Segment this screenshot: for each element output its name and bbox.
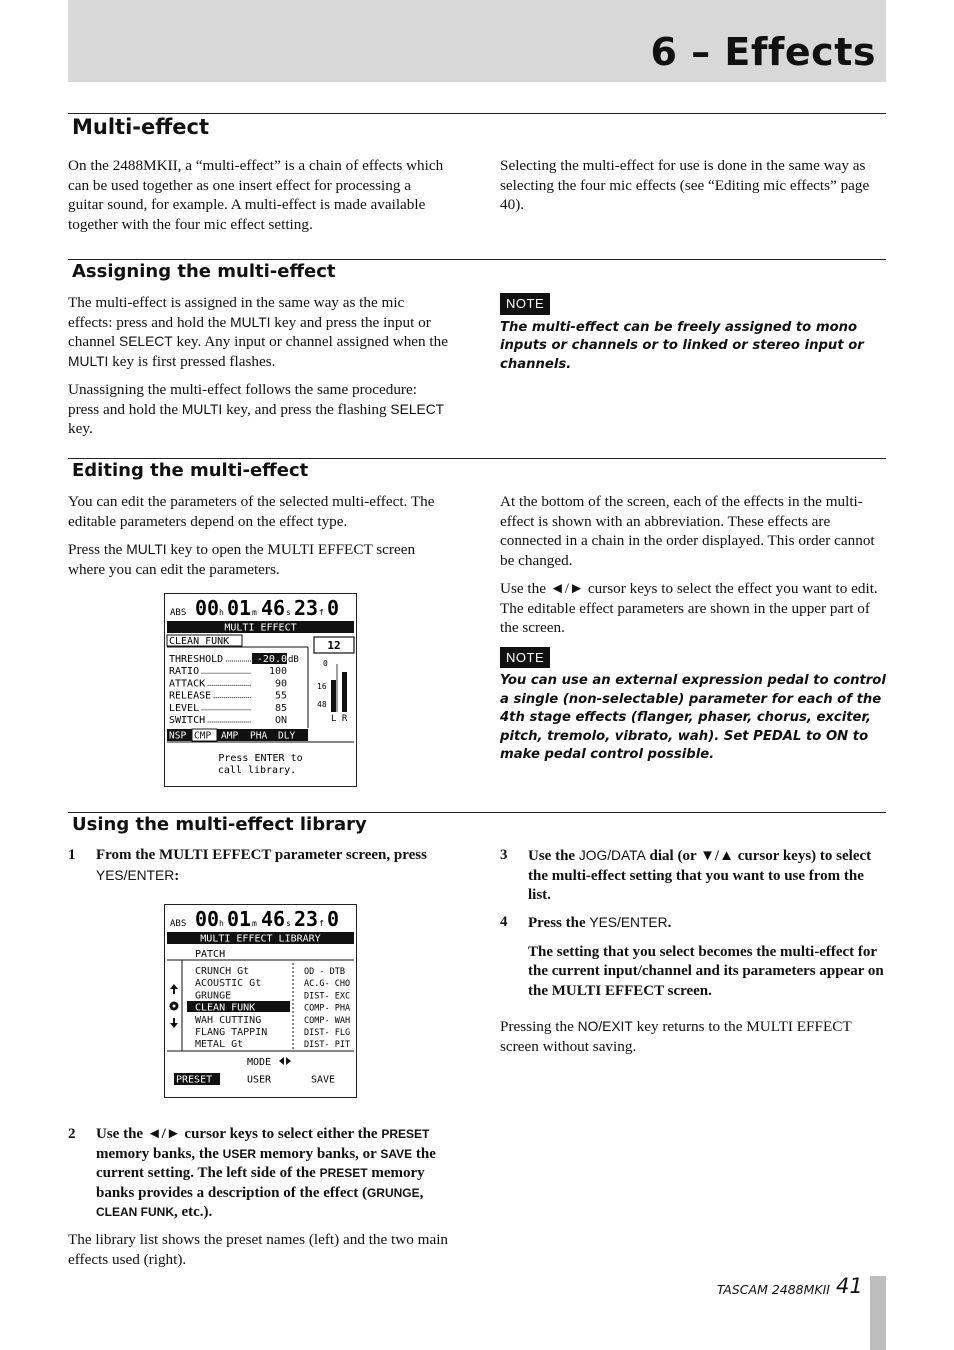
step-3	[500, 846, 886, 906]
parameter-name: THRESHOLD	[169, 654, 224, 665]
library-final-paragraph	[500, 1017, 886, 1065]
library-item-effects: DIST- FLG	[304, 1028, 351, 1038]
meter-lr-label: L R	[331, 714, 348, 724]
abs-label: ABS	[170, 919, 187, 929]
time-subframe: 0	[327, 596, 340, 620]
section-title-library: Using the multi-effect library	[72, 814, 367, 835]
time-seconds: 46	[261, 596, 286, 620]
text-run: the current setting. The left side of the	[96, 1145, 436, 1181]
jog-dial-icon[interactable]	[170, 1002, 179, 1011]
text-run: dial (or ▼/▲ cursor keys) to select the multi-effect setting that you want to use from the list.	[528, 848, 872, 903]
time-seconds: 46	[261, 907, 286, 931]
text-run: memory banks, the	[96, 1145, 223, 1162]
time-s-unit: s	[286, 608, 291, 617]
parameter-value[interactable]: 55	[274, 690, 287, 702]
step-result: The setting that you select becomes the multi-effect for the current input/channel and its parameters appear on the MULTI EFFECT screen.	[528, 943, 884, 999]
user-option[interactable]: USER	[247, 1074, 272, 1086]
section-rule	[68, 458, 886, 459]
note-tag: NOTE	[500, 293, 550, 315]
text-run: key is first pressed flashes.	[108, 352, 276, 370]
parameter-name: LEVEL	[169, 702, 200, 714]
down-arrow-icon[interactable]	[170, 1018, 178, 1028]
time-minutes: 01	[227, 596, 252, 620]
note-text: The multi-effect can be freely assigned to mono inputs or channels or to linked or stereo input or channels.	[500, 319, 864, 372]
time-h-unit: h	[219, 919, 224, 928]
step-number: 1	[68, 847, 76, 863]
step-number: 3	[500, 847, 508, 863]
library-item-name[interactable]: FLANG TAPPIN	[195, 1027, 268, 1038]
step-number: 4	[500, 914, 508, 930]
edit-paragraph-1: You can edit the parameters of the selected multi-effect. The editable parameters depend on the effect type.	[68, 493, 435, 530]
key-name: MULTI	[230, 314, 271, 330]
text-run: key. Any input or channel assigned when the	[172, 333, 448, 350]
step-1	[68, 846, 448, 886]
step-text	[96, 846, 448, 886]
save-option[interactable]: SAVE	[311, 1074, 336, 1086]
text-run: :	[174, 867, 180, 884]
time-h-unit: h	[219, 608, 224, 617]
parameter-value[interactable]: 85	[274, 702, 287, 714]
key-name: MULTI	[68, 353, 109, 369]
paragraph: The library list shows the preset names (left) and the two main effects used (right).	[68, 1231, 449, 1268]
library-item-effects: COMP- PHA	[304, 1003, 351, 1014]
preset-name: CLEAN FUNK	[169, 636, 230, 647]
up-arrow-icon[interactable]	[170, 984, 178, 994]
time-s-unit: s	[286, 919, 291, 928]
text-run: key to open the MULTI EFFECT screen where you can edit the parameters.	[68, 541, 416, 578]
footer-tab-bar	[870, 1276, 886, 1350]
page-number: 41	[836, 1274, 863, 1298]
step-2	[68, 1125, 450, 1223]
time-m-unit: m	[252, 608, 257, 617]
patch-label: PATCH	[195, 949, 226, 960]
parameter-name: SWITCH	[169, 715, 206, 726]
library-list-explanation	[68, 1230, 448, 1278]
parameter-name: ATTACK	[169, 678, 206, 690]
parameter-unit: dB	[288, 655, 299, 665]
time-subframe: 0	[327, 907, 340, 931]
text-run: , etc.).	[174, 1204, 213, 1220]
effect-tab-amp[interactable]: AMP	[221, 730, 239, 742]
key-name: YES/ENTER	[96, 867, 175, 883]
multi-right-column	[500, 156, 886, 224]
time-f-unit: f	[319, 608, 324, 617]
assign-paragraph-1	[68, 293, 448, 371]
effect-tab-cmp[interactable]: CMP	[194, 730, 212, 742]
parameter-value[interactable]: ON	[274, 715, 287, 726]
key-name: SELECT	[119, 334, 173, 349]
multi-left-column	[68, 156, 448, 243]
section-rule	[68, 259, 886, 260]
footer-brand: TASCAM 2488MKII	[716, 1282, 830, 1297]
library-item-name[interactable]: GRUNGE	[195, 990, 232, 1002]
chapter-header-band	[68, 0, 886, 82]
edit-paragraph-4: Use the ◄/► cursor keys to select the effect you want to edit. The editable effect parameters are shown in the upper part of the screen.	[500, 580, 878, 636]
section-title-assigning: Assigning the multi-effect	[72, 261, 336, 282]
section-title-multi-effect: Multi-effect	[72, 115, 209, 139]
text-run: .	[667, 915, 672, 931]
parameter-list	[169, 653, 299, 726]
preset-option[interactable]: PRESET	[176, 1074, 213, 1086]
step-text	[528, 846, 886, 906]
text-run: memory banks, or	[256, 1145, 381, 1162]
abs-label: ABS	[170, 608, 187, 618]
text-run: Press the	[68, 541, 127, 558]
time-hours: 00	[195, 596, 220, 620]
assign-paragraph-2	[68, 380, 448, 439]
text-run: key returns to the MULTI EFFECT screen without saving.	[500, 1018, 852, 1055]
parameter-value[interactable]: 100	[268, 666, 287, 678]
text-run: key and press the input or channel	[68, 313, 431, 350]
multi-effect-library-screen	[164, 904, 357, 1098]
assign-left-column	[68, 293, 448, 448]
key-name: JOG/DATA	[578, 848, 646, 863]
key-name: YES/ENTER	[589, 915, 668, 930]
text-run: The multi-effect is assigned in the same way as the mic effects: press and hold the	[68, 294, 405, 331]
chapter-title: 6 – Effects	[650, 30, 876, 74]
note-tag: NOTE	[500, 647, 550, 669]
time-minutes: 01	[227, 907, 252, 931]
text-run: Pressing the	[500, 1018, 578, 1035]
text-run: Unassigning the multi-effect follows the same procedure: press and hold the	[68, 381, 417, 418]
edit-right-column	[500, 492, 886, 774]
step-text	[96, 1125, 450, 1223]
edit-paragraph-2	[68, 540, 448, 579]
text-run: memory banks provides a description of the effect (	[96, 1165, 425, 1201]
effect-tab-dly[interactable]: DLY	[278, 730, 296, 742]
screen-title: MULTI EFFECT	[224, 622, 297, 634]
text-run: Press the	[528, 915, 590, 931]
screen-message-line-1: Press ENTER to	[218, 753, 303, 764]
parameter-name: RATIO	[169, 666, 200, 678]
library-item-effects: OD - DTB	[304, 967, 345, 977]
library-item-effects: DIST- EXC	[304, 991, 351, 1002]
key-name: GRUNGE	[366, 1185, 420, 1200]
text-run: Use the ◄/► cursor keys to select either the	[96, 1126, 382, 1142]
section-rule	[68, 812, 886, 813]
library-item-effects: AC.G- CHO	[304, 979, 351, 990]
meter-scale-0: 0	[323, 659, 328, 668]
library-item-name[interactable]: METAL Gt	[195, 1039, 244, 1051]
time-f-unit: f	[319, 919, 324, 928]
library-item-name[interactable]: WAH CUTTING	[195, 1014, 262, 1026]
mode-label: MODE	[247, 1057, 272, 1068]
time-m-unit: m	[252, 919, 257, 928]
multi-intro-paragraph: On the 2488MKII, a “multi-effect” is a chain of effects which can be used together as one insert effect for processing a guitar sound, for example. A multi-effect is made available together with the four mic effect setting.	[68, 157, 444, 233]
assign-note	[500, 293, 888, 383]
section-rule	[68, 113, 886, 114]
text-run: ,	[419, 1184, 424, 1201]
effect-tab-pha[interactable]: PHA	[250, 730, 268, 742]
screen-message-line-2: call library.	[217, 765, 297, 776]
parameter-name: RELEASE	[169, 690, 212, 702]
left-right-arrows-icon	[279, 1057, 291, 1065]
key-name: MULTI	[126, 542, 167, 557]
time-frames: 23	[294, 596, 319, 620]
library-item-effects: COMP- WAH	[304, 1015, 351, 1026]
library-item-name[interactable]: ACOUSTIC Gt	[195, 978, 262, 990]
key-name: CLEAN FUNK	[96, 1205, 174, 1219]
note-text: You can use an external expression pedal to control a single (non-selectable) parameter for each of the 4th stage effects (flanger, phaser, chorus, exciter, pitch, tremolo, vibrato, wah). Set PEDAL to ON to make pedal control possible.	[500, 673, 886, 762]
edit-left-column	[68, 492, 448, 588]
paragraph	[500, 1017, 886, 1056]
key-name: SELECT	[390, 401, 445, 417]
key-name: PRESET	[381, 1127, 430, 1141]
library-item-name[interactable]: CLEAN FUNK	[195, 1002, 256, 1014]
step-4	[500, 913, 886, 1001]
key-name: USER	[222, 1146, 257, 1161]
step-text	[528, 913, 886, 934]
text-run: Use the	[528, 848, 579, 864]
key-name: PRESET	[319, 1166, 368, 1180]
key-name: SAVE	[380, 1146, 413, 1161]
meter-bar-right	[342, 672, 347, 712]
time-frames: 23	[294, 907, 319, 931]
meter-scale-48: 48	[317, 700, 327, 709]
library-item-effects: DIST- PIT	[304, 1040, 351, 1051]
parameter-value[interactable]: 90	[274, 678, 287, 690]
text-run: key.	[68, 420, 93, 437]
parameter-value[interactable]: -20.0	[256, 654, 287, 665]
meter-value: 12	[327, 639, 341, 652]
edit-paragraph-3: At the bottom of the screen, each of the effects in the multi-effect is shown with an abbreviation. These effects are connected in a chain in the order displayed. This order cannot be changed.	[500, 493, 875, 569]
screen-title: MULTI EFFECT LIBRARY	[200, 933, 321, 945]
library-item-name[interactable]: CRUNCH Gt	[195, 966, 250, 977]
text-run: From the MULTI EFFECT parameter screen, press	[96, 847, 427, 863]
section-title-editing: Editing the multi-effect	[72, 460, 309, 481]
meter-scale-16: 16	[317, 682, 327, 691]
time-hours: 00	[195, 907, 220, 931]
key-name: MULTI	[181, 401, 223, 417]
meter-bar-left	[331, 680, 336, 712]
effect-tab-nsp[interactable]: NSP	[169, 730, 187, 742]
multi-effect-screen	[164, 593, 357, 787]
step-number: 2	[68, 1126, 76, 1142]
key-name: NO/EXIT	[577, 1019, 633, 1034]
multi-selection-paragraph: Selecting the multi-effect for use is done in the same way as selecting the four mic effects (see “Editing mic effects” page 40).	[500, 157, 870, 213]
text-run: key, and press the flashing	[222, 400, 391, 418]
